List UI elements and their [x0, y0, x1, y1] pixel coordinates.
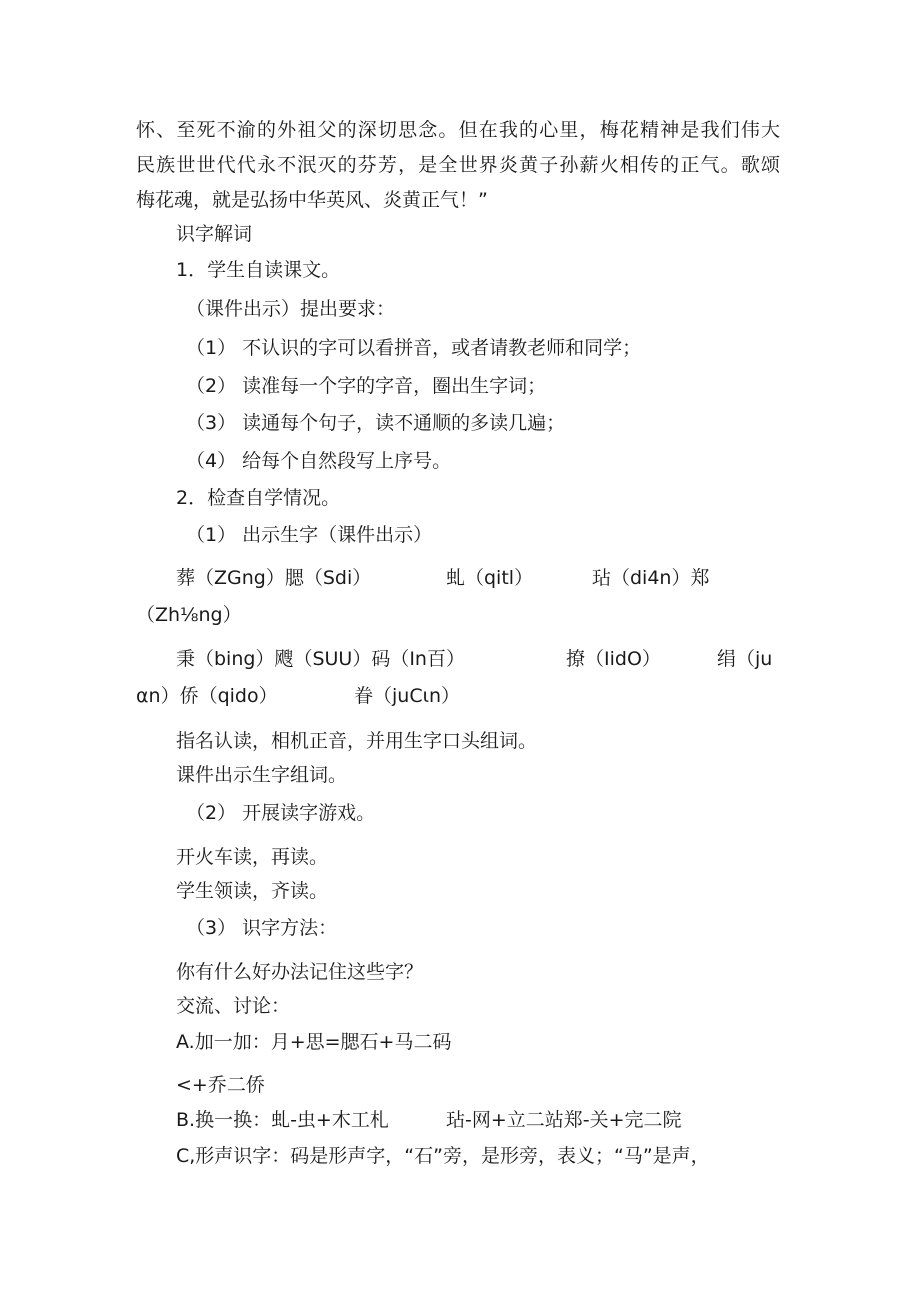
- body-text: 指名认读，相机正音，并用生字口头组词。: [176, 730, 538, 752]
- character-pinyin: 玷（di4n）郑: [592, 567, 710, 589]
- character-pinyin: 撩（IidO）: [566, 648, 661, 670]
- body-text: 课件出示生字组词。: [176, 764, 348, 786]
- method-item: B.换一换：虬-虫+木工札: [176, 1109, 389, 1131]
- paragraph-line: 怀、至死不渝的外祖父的深切思念。但在我的心里，梅花精神是我们伟大: [136, 119, 780, 141]
- character-pinyin: 眷（juCιn）: [354, 685, 461, 707]
- paragraph-line: 民族世世代代永不泯灭的芬芳，是全世界炎黄子孙薪火相传的正气。歌颂: [136, 154, 780, 176]
- paragraph-line: 梅花魂，就是弘扬中华英风、炎黄正气！”: [136, 189, 488, 211]
- requirement-item: （1） 不认识的字可以看拼音，或者请教老师和同学；: [186, 337, 642, 359]
- character-pinyin: 葬（ZGng）腮（Sdi）: [176, 567, 372, 589]
- method-item: A.加一加：月+思=腮石+马二码: [176, 1031, 452, 1053]
- requirement-item: （4） 给每个自然段写上序号。: [186, 450, 452, 472]
- section-heading: 识字解词: [176, 223, 253, 245]
- step-heading: 2．检查自学情况。: [176, 487, 341, 509]
- step-heading: 1．学生自读课文。: [176, 259, 341, 281]
- body-text: 学生领读，齐读。: [176, 880, 329, 902]
- body-text: 开火车读，再读。: [176, 846, 329, 868]
- requirement-item: （2） 读准每一个字的字音，圈出生字词；: [186, 375, 547, 397]
- sub-heading: （3） 识字方法：: [186, 917, 338, 939]
- character-pinyin: 虬（qitl）: [446, 567, 534, 589]
- method-item: <+乔二侨: [176, 1074, 265, 1096]
- method-item: 玷-网+立二站郑-关+完二院: [446, 1109, 682, 1131]
- sub-heading: （2） 开展读字游戏。: [186, 802, 376, 824]
- requirement-item: （3） 读通每个句子，读不通顺的多读几遍；: [186, 412, 566, 434]
- character-pinyin: （Zh⅛ng）: [136, 604, 242, 626]
- character-pinyin: 秉（bing）飕（SUU）码（In百）: [176, 648, 465, 670]
- method-item: C,形声识字：码是形声字，“石”旁，是形旁，表义；“马”是声，: [176, 1145, 710, 1167]
- body-text: 你有什么好办法记住这些字？: [176, 961, 424, 983]
- body-text: 交流、讨论：: [176, 995, 291, 1017]
- character-pinyin: 绢（ju: [717, 648, 773, 670]
- character-pinyin: αn）侨（qido）: [136, 685, 278, 707]
- requirement-heading: （课件出示）提出要求：: [186, 298, 396, 320]
- sub-heading: （1） 出示生字（课件出示）: [186, 524, 433, 546]
